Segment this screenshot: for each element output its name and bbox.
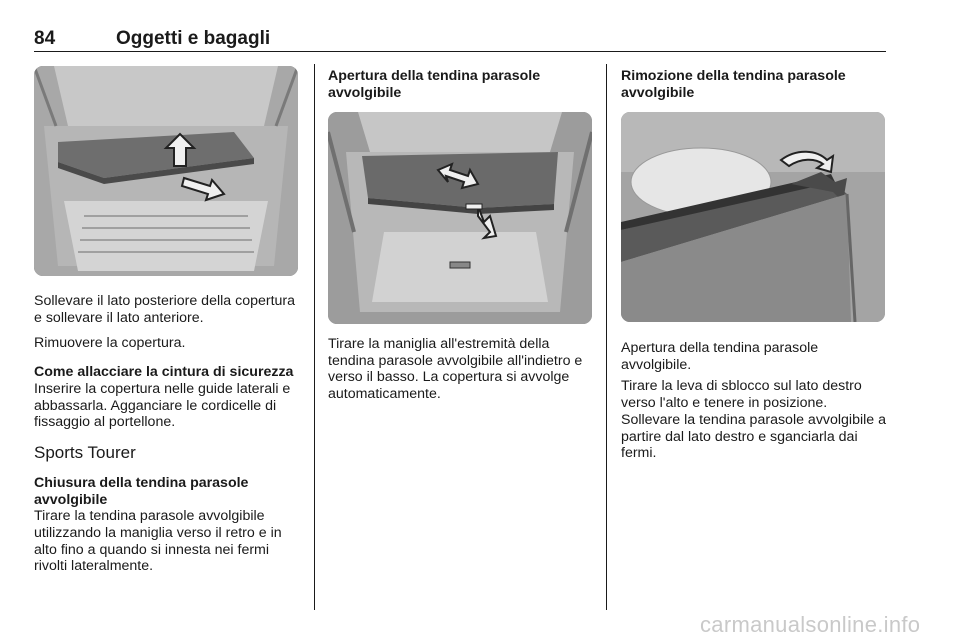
- col1-paragraph-1: Sollevare il lato posteriore della copertura e sollevare il lato anteriore.: [34, 293, 296, 326]
- page-title: Oggetti e bagagli: [116, 28, 271, 49]
- col3-heading: Rimozione della tendina parasole avvolgibile: [621, 68, 846, 101]
- figure-blind-removal: [621, 112, 885, 322]
- col3-paragraph-1: Apertura della tendina parasole avvolgibile.: [621, 340, 819, 373]
- col2-text: [328, 336, 592, 403]
- figure-blind-opening: [328, 112, 592, 324]
- column-divider-2: [606, 64, 607, 610]
- page-number: 84: [34, 28, 56, 49]
- col3-heading-block: [621, 68, 885, 101]
- col2-heading: Apertura della tendina parasole avvolgibile: [328, 68, 541, 101]
- col1-subheading-1: Come allacciare la cintura di sicurezza: [34, 364, 294, 381]
- column-divider-1: [314, 64, 315, 610]
- col1-section-title: Sports Tourer: [34, 442, 136, 462]
- figure-cover-removal: [34, 66, 298, 276]
- watermark: carmanualsonline.info: [700, 612, 921, 637]
- col1-subheading-2: Chiusura della tendina parasole avvolgibile: [34, 474, 249, 508]
- col3-text: [621, 340, 889, 462]
- page-header: [34, 28, 886, 50]
- col3-paragraph-2: Tirare la leva di sblocco sul lato destro verso l'alto e tenere in posizione. Sollevare la tendina parasole avvolgibile a partire dal lato destro e sganciarla dai fermi.: [621, 378, 887, 462]
- col2-paragraph-1: Tirare la maniglia all'estremità della tendina parasole avvolgibile all'indietro e verso il basso. La copertura si avvolge automaticamente.: [328, 336, 583, 403]
- header-divider: [34, 51, 886, 52]
- col1-paragraph-3: Inserire la copertura nelle guide laterali e abbassarla. Agganciare le cordicelle di fissaggio al portellone.: [34, 380, 291, 431]
- col1-paragraph-2: Rimuovere la copertura.: [34, 335, 186, 352]
- col2-heading-block: [328, 68, 590, 101]
- col1-text: [34, 293, 302, 575]
- col1-paragraph-4: Tirare la tendina parasole avvolgibile utilizzando la maniglia verso il retro e in alto fino a quando si innesta nei fermi rivolti lateralmente.: [34, 508, 282, 575]
